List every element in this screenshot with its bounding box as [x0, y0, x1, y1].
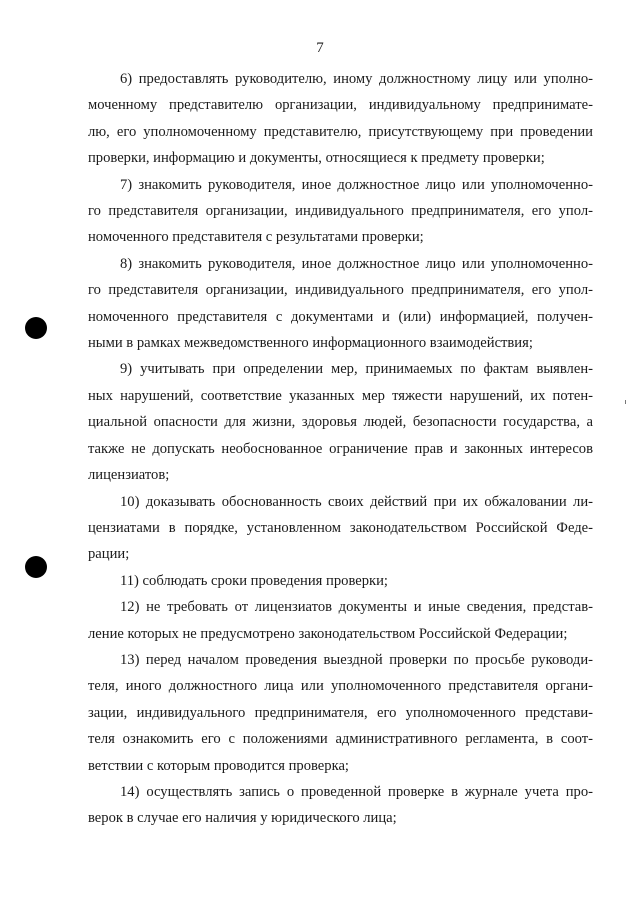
text-line: ветствии с которым проводится проверка;: [88, 757, 349, 774]
page-number: 7: [316, 40, 324, 56]
text-line: ных нарушений, соответствие указанных мер тяжести нарушений, их потен-: [88, 387, 593, 404]
text-line: зации, индивидуального предпринимателя, его уполномоченного представи-: [88, 704, 593, 721]
text-line: теля ознакомить его с положениями административного регламента, в соот-: [88, 731, 593, 748]
text-line: номоченного представителя с результатами проверки;: [88, 229, 424, 246]
text-line: 11) соблюдать сроки проведения проверки;: [120, 572, 388, 589]
text-line: номоченного представителя с документами и (или) информацией, получен-: [88, 308, 593, 325]
text-line: ными в рамках межведомственного информационного взаимодействия;: [88, 335, 533, 352]
text-line: ление которых не предусмотрено законодательством Российской Федерации;: [88, 625, 568, 642]
paragraph-item-10: [88, 489, 593, 568]
paragraph-item-9: [88, 356, 593, 488]
punch-hole-bottom: [25, 556, 47, 578]
text-line: 12) не требовать от лицензиатов документы и иные сведения, представ-: [120, 599, 593, 616]
paragraph-item-6: [88, 66, 593, 172]
text-line: циальной опасности для жизни, здоровья людей, безопасности государства, а: [88, 414, 593, 431]
text-line: лю, его уполномоченному представителю, присутствующему при проведении: [88, 123, 593, 140]
text-line: теля, иного должностного лица или уполномоченного представителя органи-: [88, 678, 593, 695]
paragraph-item-7: [88, 172, 593, 251]
text-line: лицензиатов;: [88, 467, 170, 484]
text-line: 10) доказывать обоснованность своих действий при их обжаловании ли-: [120, 493, 593, 510]
text-line: 13) перед началом проведения выездной проверки по просьбе руководи-: [120, 651, 593, 668]
text-line: 6) предоставлять руководителю, иному должностному лицу или уполно-: [120, 71, 593, 87]
text-line: го представителя организации, индивидуального предпринимателя, его упол-: [88, 282, 593, 299]
scan-speck: [625, 400, 626, 404]
text-line: моченному представителю организации, индивидуальному предпринимате-: [88, 97, 593, 114]
text-line: проверки, информацию и документы, относящиеся к предмету проверки;: [88, 150, 545, 167]
paragraph-item-11: [88, 568, 593, 594]
text-line: го представителя организации, индивидуального предпринимателя, его упол-: [88, 203, 593, 220]
text-line: 14) осуществлять запись о проведенной проверке в журнале учета про-: [120, 783, 593, 800]
text-line: 8) знакомить руководителя, иное должностное лицо или уполномоченно-: [120, 255, 593, 272]
text-line: рации;: [88, 546, 130, 563]
paragraph-item-12: [88, 594, 593, 647]
paragraph-item-14: [88, 779, 593, 832]
text-line: цензиатами в порядке, установленном законодательством Российской Феде-: [88, 519, 593, 536]
text-line: 7) знакомить руководителя, иное должностное лицо или уполномоченно-: [120, 176, 593, 193]
punch-hole-top: [25, 317, 47, 339]
text-line: также не допускать необоснованное ограничение прав и законных интересов: [88, 440, 593, 457]
text-line: верок в случае его наличия у юридического лица;: [88, 810, 397, 827]
paragraph-item-13: [88, 647, 593, 779]
paragraph-item-8: [88, 251, 593, 357]
text-line: 9) учитывать при определении мер, принимаемых по фактам выявлен-: [120, 361, 593, 378]
body-text: [88, 66, 593, 832]
